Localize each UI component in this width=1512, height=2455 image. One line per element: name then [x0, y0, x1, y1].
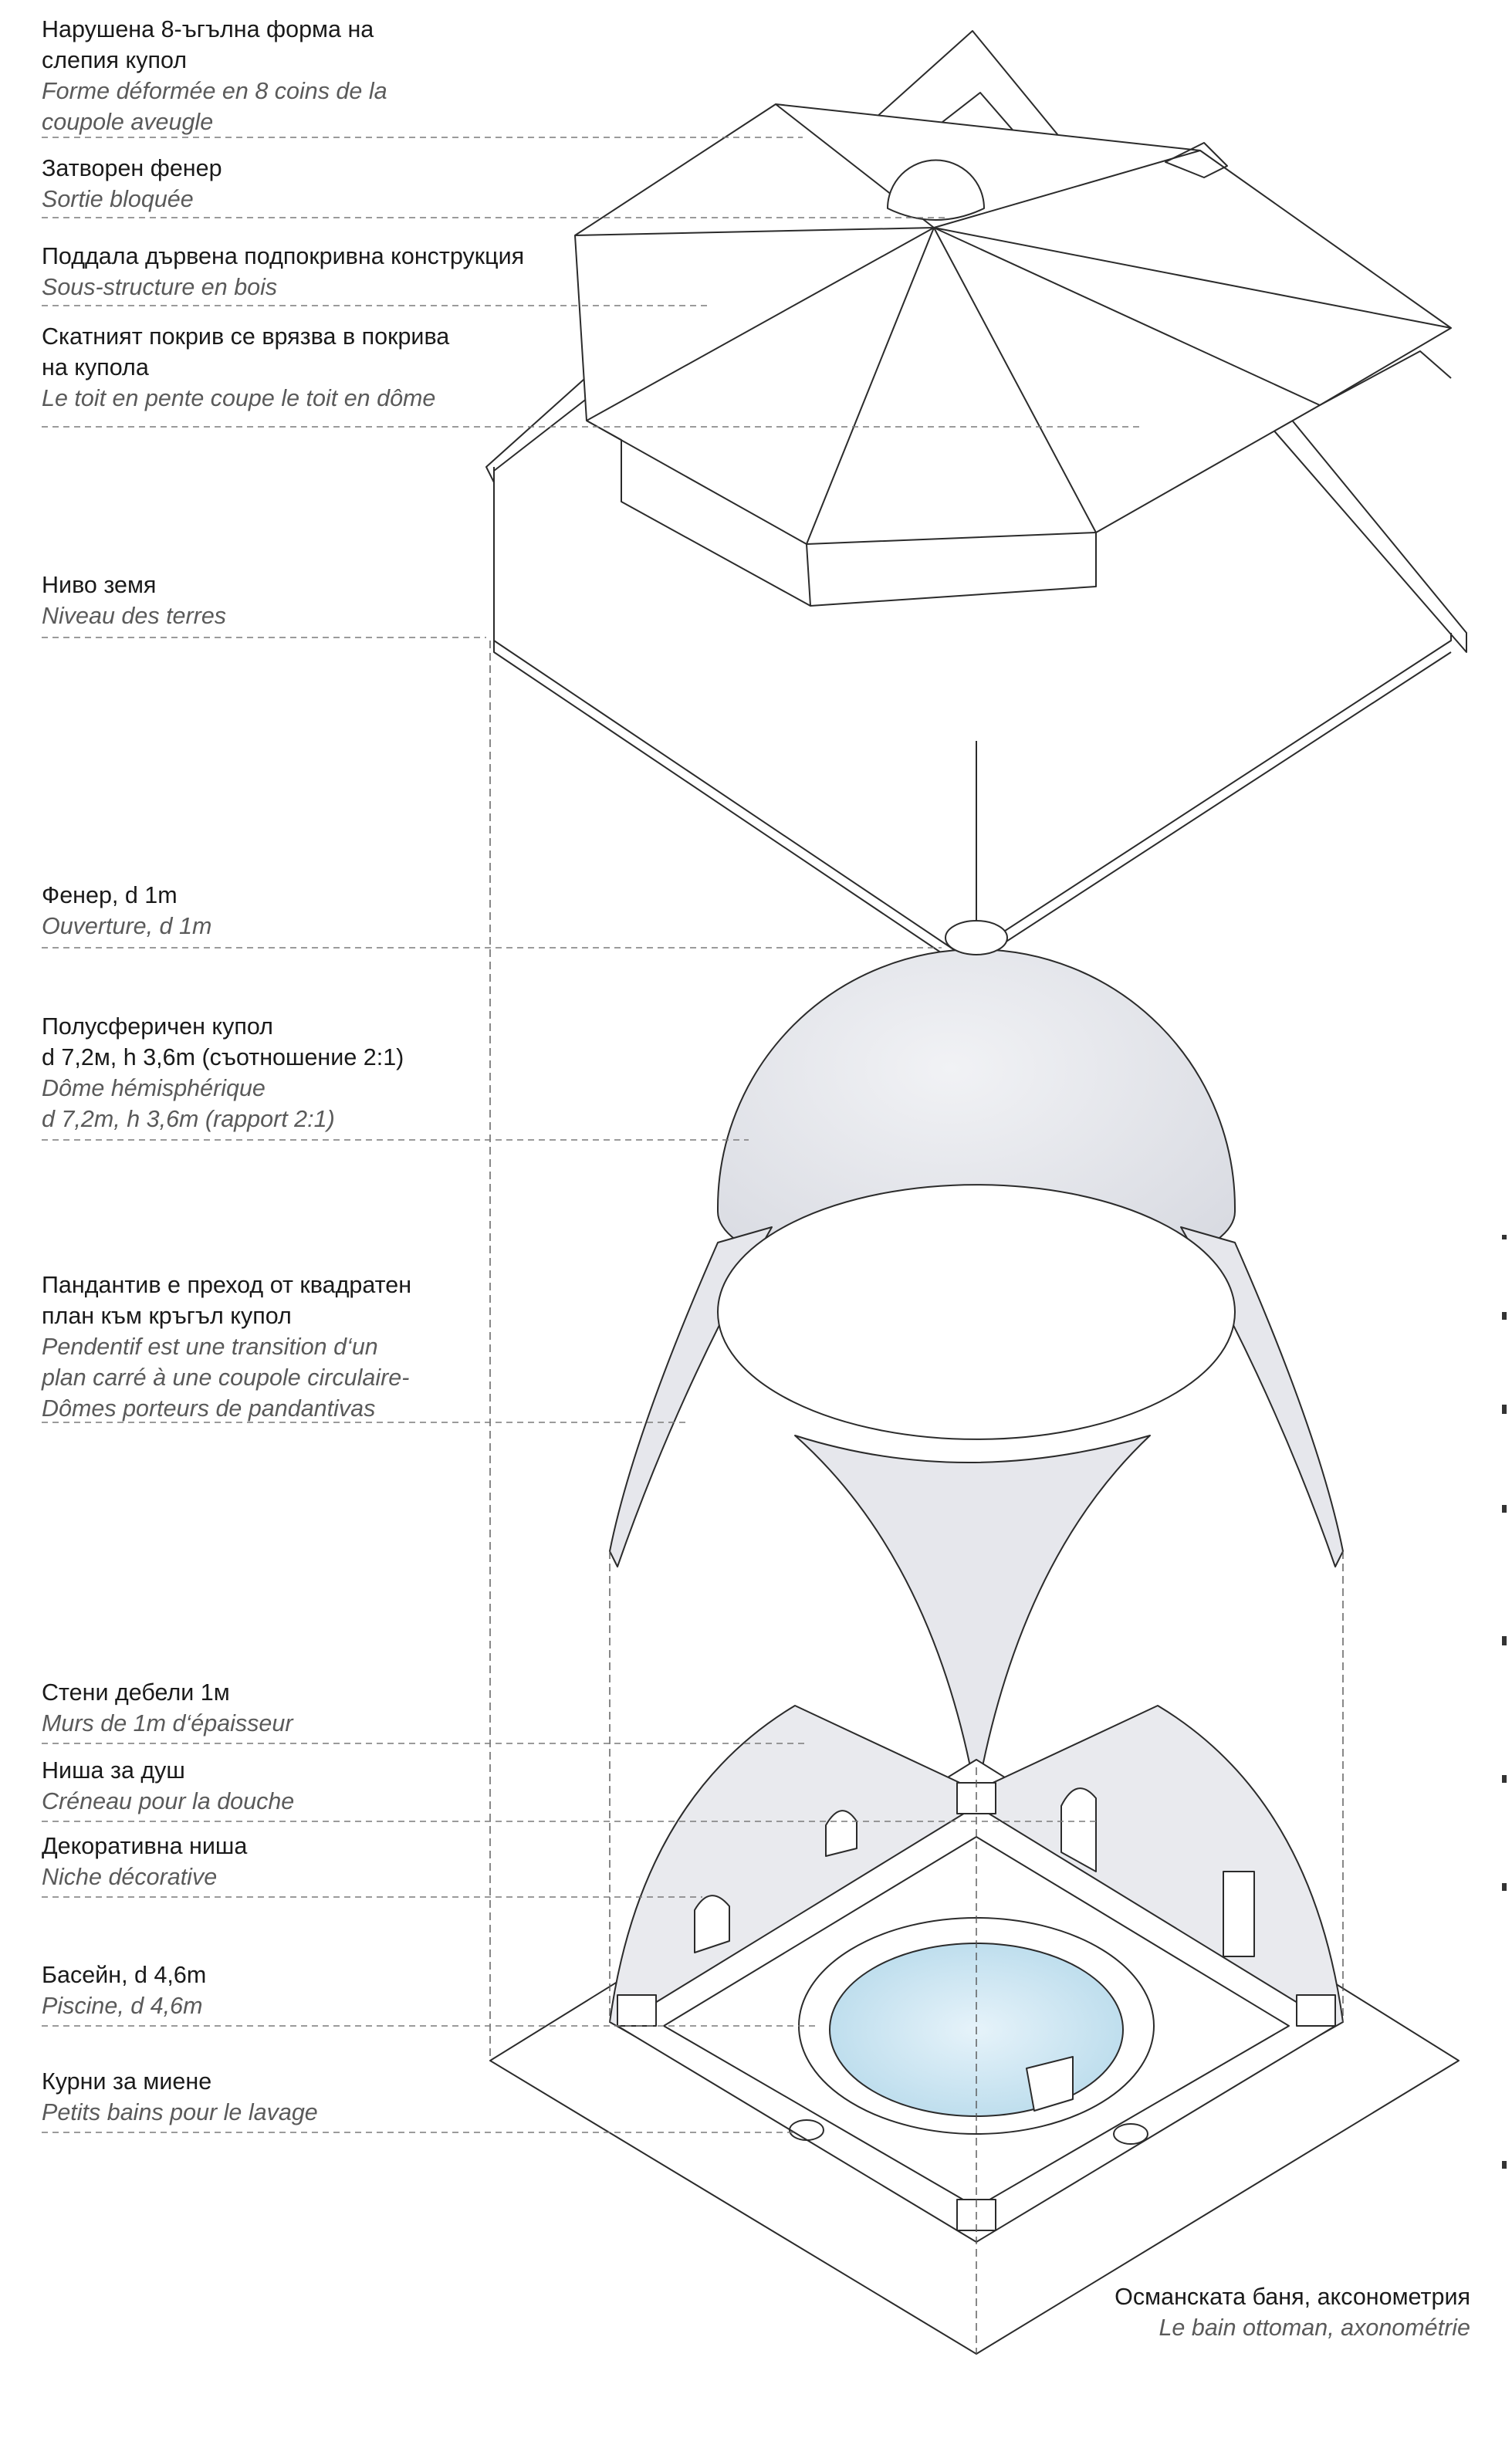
- lantern-opening: [945, 921, 1007, 955]
- label-fr: Ouverture, d 1m: [42, 913, 212, 939]
- label-bg: Нарушена 8-ъгълна форма на слепия купол: [42, 16, 374, 73]
- label-bg: Басейн, d 4,6m: [42, 1962, 207, 1988]
- pillar-east: [1297, 1995, 1335, 2026]
- label-ground-level: [42, 570, 597, 631]
- edge-mark: [1502, 2161, 1507, 2169]
- edge-mark: [1502, 1312, 1507, 1320]
- label-sloped-roof: [42, 321, 597, 414]
- label-lantern-opening: [42, 880, 597, 942]
- label-fr: Sortie bloquée: [42, 186, 194, 212]
- edge-mark: [1502, 1883, 1507, 1891]
- label-bg: Затворен фенер: [42, 155, 222, 181]
- label-bg: Полусферичен купол d 7,2м, h 3,6m (съотношение 2:1): [42, 1013, 404, 1070]
- label-lantern-closed: [42, 153, 597, 215]
- label-bg: Декоративна ниша: [42, 1833, 248, 1859]
- label-fr: Créneau pour la douche: [42, 1788, 295, 1814]
- label-fr: Le toit en pente coupe le toit en dôme: [42, 385, 436, 411]
- label-bg: Фенер, d 1m: [42, 882, 178, 908]
- label-decorative-niche: [42, 1831, 597, 1892]
- figure-caption: [1115, 2281, 1470, 2343]
- label-wash-basins: [42, 2066, 597, 2128]
- bath-base: [490, 1706, 1459, 2354]
- label-bg: Пандантив е преход от квадратен план към кръгъл купол: [42, 1272, 412, 1329]
- edge-mark: [1502, 1405, 1507, 1414]
- label-hemispherical-dome: [42, 1011, 597, 1135]
- label-fr: Sous-structure en bois: [42, 274, 278, 300]
- label-fr: Niveau des terres: [42, 603, 227, 629]
- label-shower-niche: [42, 1755, 597, 1817]
- label-bg: Курни за миене: [42, 2068, 212, 2095]
- label-bg: Стени дебели 1м: [42, 1679, 230, 1706]
- label-fr: Dôme hémisphérique d 7,2m, h 3,6m (rapport 2:1): [42, 1075, 335, 1132]
- pillar-west: [617, 1995, 656, 2026]
- caption-bg: Османската баня, аксонометрия: [1115, 2284, 1470, 2310]
- roof-assembly: [486, 31, 1466, 969]
- label-bg: Поддала дървена подпокривна конструкция: [42, 243, 525, 269]
- label-pendentive: [42, 1270, 597, 1424]
- label-fr: Petits bains pour le lavage: [42, 2099, 318, 2125]
- label-octagonal-form: [42, 14, 597, 137]
- label-fr: Pendentif est une transition d‘un plan carré à une coupole circulaire- Dômes porteurs de pandantivas: [42, 1334, 410, 1422]
- label-fr: Forme déformée en 8 coins de la coupole aveugle: [42, 78, 387, 135]
- label-fr: Piscine, d 4,6m: [42, 1993, 203, 2019]
- label-fr: Murs de 1m d‘épaisseur: [42, 1710, 293, 1736]
- label-bg: Ниша за душ: [42, 1757, 185, 1784]
- label-walls: [42, 1677, 597, 1739]
- edge-mark: [1502, 1505, 1507, 1513]
- label-fr: Niche décorative: [42, 1864, 218, 1890]
- edge-mark: [1502, 1636, 1507, 1645]
- label-pool: [42, 1960, 597, 2021]
- label-bg: Скатният покрив се врязва в покрива на купола: [42, 323, 450, 380]
- label-wooden-substructure: [42, 241, 628, 303]
- caption-fr: Le bain ottoman, axonométrie: [1159, 2315, 1470, 2341]
- edge-mark: [1502, 1775, 1507, 1783]
- label-bg: Ниво земя: [42, 572, 157, 598]
- edge-mark: [1502, 1235, 1507, 1239]
- pendentives: [610, 1185, 1343, 1798]
